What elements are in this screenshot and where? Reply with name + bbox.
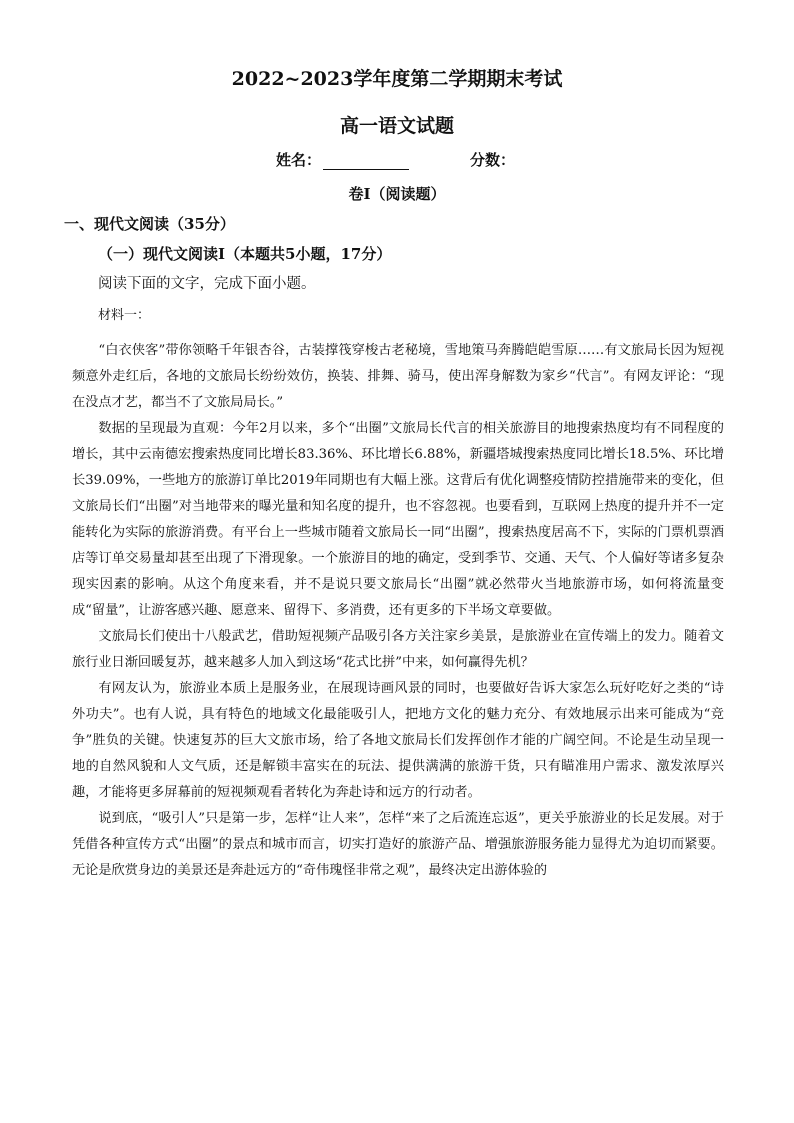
passage-paragraph: 数据的呈现最为直观：今年2月以来，多个“出圈”文旅局长代言的相关旅游目的地搜索热度均有不同程度的增长，其中云南德宏搜索热度同比增长83.36%、环比增长6.88%，新疆塔城搜索热度同比增长18.5%、环比增长39.09%，一些地方的旅游订单比2019年同期也有大幅上涨。这背后有优化调整疫情防控措施带来的变化，但文旅局长们“出圈”对当地带来的曝光量和知名度的提升，也不容忽视。也要看到，互联网上热度的提升并不一定能转化为实际的旅游消费。有平台上一些城市随着文旅局长一同“出圈”，搜索热度居高不下，实际的门票机票酒店等订单交易量却甚至出现了下滑现象。一个旅游目的地的确定，受到季节、交通、天气、个人偏好等诸多复杂现实因素的影响。从这个角度来看，并不是说只要文旅局长“出圈”就必然带火当地旅游市场，如何将流量变成“留量”，让游客感兴趣、愿意来、留得下、多消费，还有更多的下半场文章要做。: [72, 421, 724, 618]
reading-instruction: 阅读下面的文字，完成下面小题。: [98, 276, 316, 292]
name-blank[interactable]: [323, 152, 409, 170]
score-label: 分数：: [470, 151, 516, 169]
reading-passage: [72, 338, 724, 884]
score-field: [470, 150, 515, 170]
volume-title: 卷Ⅰ（阅读题）: [348, 185, 446, 203]
passage-paragraph: 说到底，“吸引人”只是第一步，怎样“让人来”，怎样“来了之后流连忘返”，更关乎旅游业的长足发展。对于凭借各种宣传方式“出圈”的景点和城市而言，切实打造好的旅游产品、增强旅游服务能力显得尤为迫切而紧要。无论是欣赏身边的美景还是奔赴远方的“奇伟瑰怪非常之观”，最终决定出游体验的: [72, 811, 724, 878]
passage-paragraph: 文旅局长们使出十八般武艺，借助短视频产品吸引各方关注家乡美景，是旅游业在宣传端上的发力。随着文旅行业日渐回暖复苏，越来越多人加入到这场“花式比拼”中来，如何赢得先机？: [72, 629, 724, 670]
passage-paragraph: 有网友认为，旅游业本质上是服务业，在展现诗画风景的同时，也要做好告诉大家怎么玩好吃好之类的“诗外功夫”。也有人说，具有特色的地域文化最能吸引人，把地方文化的魅力充分、有效地展示出来可能成为“竞争”胜负的关键。快速复苏的巨大文旅市场，给了各地文旅局长们发挥创作才能的广阔空间。不论是生动呈现一地的自然风貌和人文气质，还是解锁丰富实在的玩法、提供满满的旅游干货，只有瞄准用户需求、激发浓厚兴趣，才能将更多屏幕前的短视频观看者转化为奔赴诗和远方的行动者。: [72, 681, 724, 800]
section-heading: 一、现代文阅读（35分）: [64, 215, 235, 233]
name-label: 姓名：: [276, 151, 322, 169]
exam-title: 2022~2023学年度第二学期期末考试: [231, 68, 563, 90]
subject-title: 高一语文试题: [339, 115, 454, 137]
passage-paragraph: “白衣侠客”带你领略千年银杏谷，古装撑筏穿梭古老秘境，雪地策马奔腾皑皑雪原……有文旅局长因为短视频意外走红后，各地的文旅局长纷纷效仿，换装、排舞、骑马，使出浑身解数为家乡“代言”。有网友评论：“现在没点才艺，都当不了文旅局局长。”: [72, 343, 724, 410]
name-field: [276, 150, 409, 170]
material-label: 材料一：: [98, 308, 151, 323]
subsection-heading: （一）现代文阅读Ⅰ（本题共5小题，17分）: [98, 245, 392, 263]
